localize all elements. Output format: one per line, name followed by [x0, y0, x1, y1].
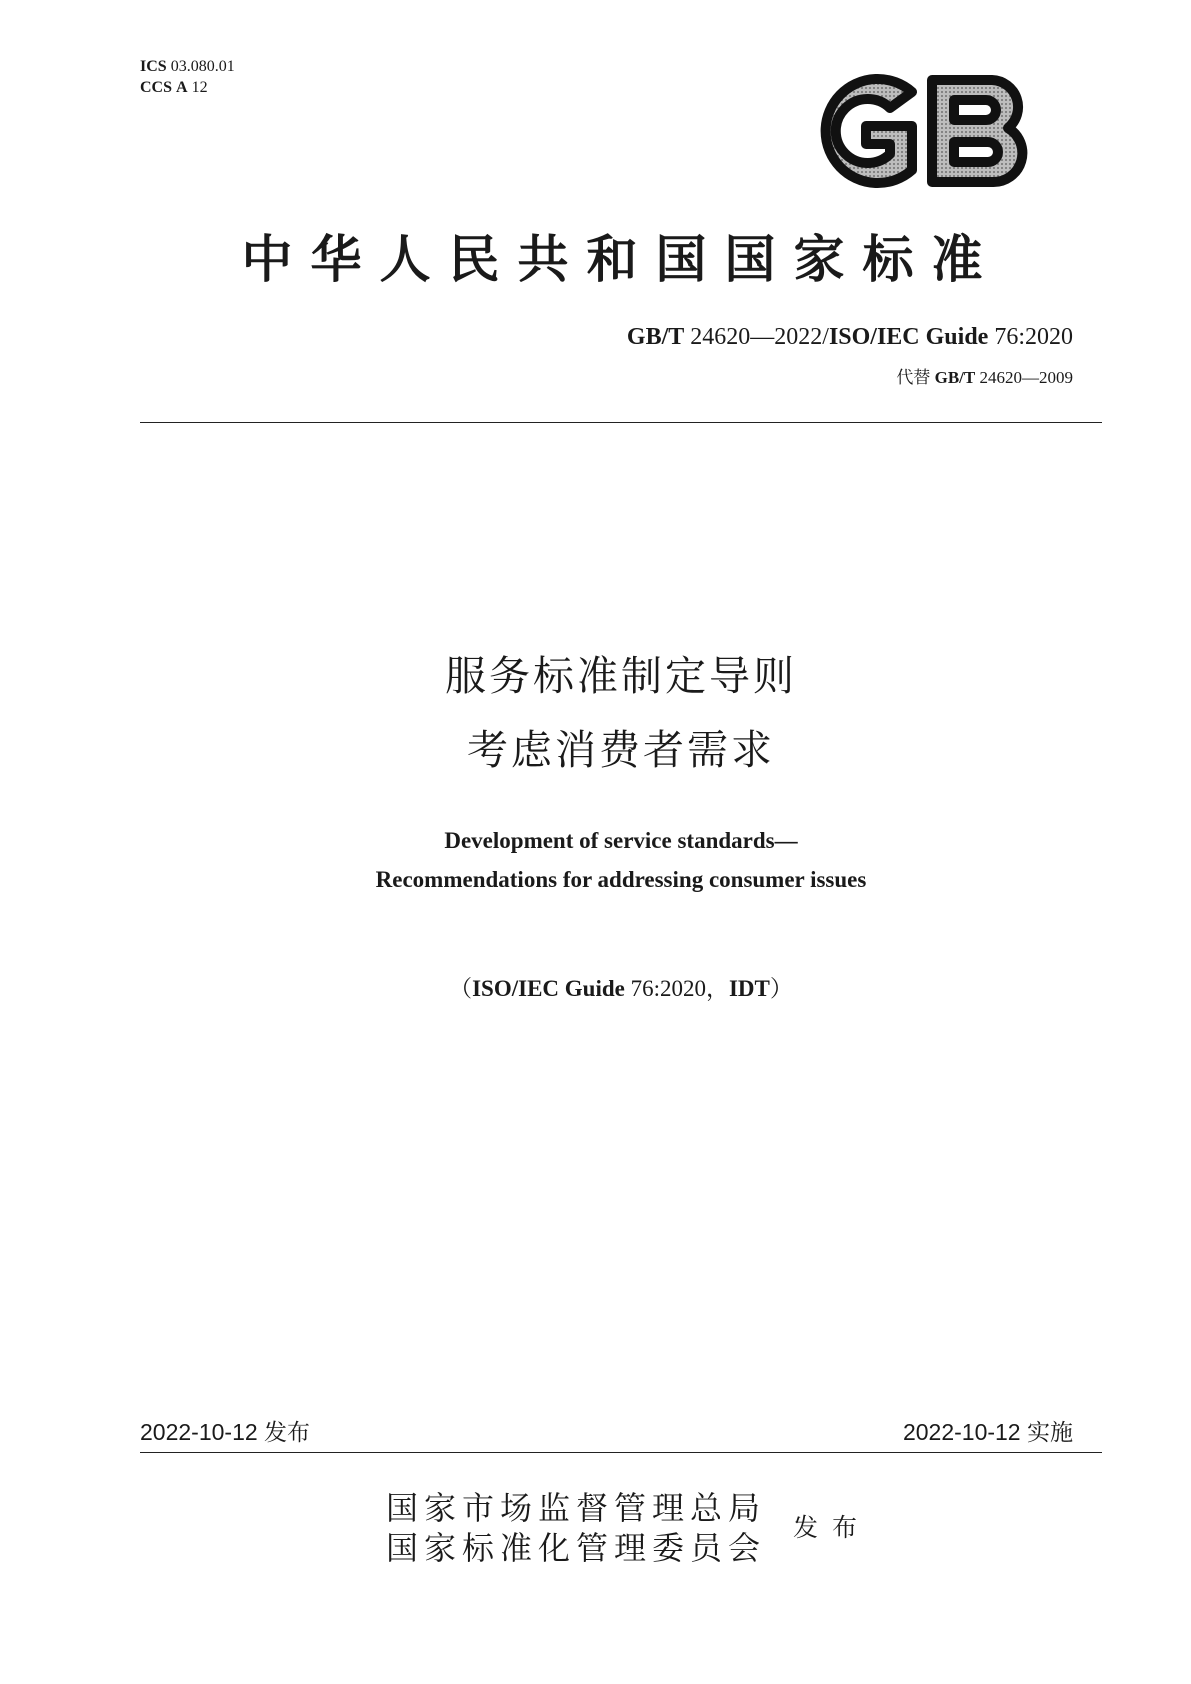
paren-close: ）: [769, 976, 793, 1001]
ccs-label: CCS: [140, 79, 173, 96]
english-title-line-1: Development of service standards—: [444, 828, 798, 853]
ics-code: [140, 56, 235, 77]
header-divider: [140, 422, 1102, 423]
implement-date: 2022-10-12 实施: [902, 1419, 1073, 1445]
national-standard-title: 中华人民共和国国家标准: [241, 230, 1001, 290]
standard-number-value: 24620—2022/: [684, 324, 829, 350]
issuer-sac: 国家标准化管理委员会: [386, 1529, 767, 1567]
issuer-samr: 国家市场监督管理总局: [386, 1489, 767, 1527]
iso-number: 76:2020: [988, 324, 1073, 350]
replaces-number: 24620—2009: [975, 368, 1073, 387]
ics-label: ICS: [140, 58, 167, 75]
adopted-number: 76:2020，: [624, 976, 729, 1001]
ccs-code: [140, 77, 235, 98]
english-title-line-2: Recommendations for addressing consumer issues: [375, 867, 867, 892]
equivalence-degree: IDT: [728, 976, 770, 1001]
ccs-value: 12: [191, 79, 208, 96]
footer-divider: [140, 1452, 1102, 1453]
issuing-bodies: [386, 1488, 766, 1568]
replaces-note: [896, 363, 1073, 388]
issue-label: 发布: [793, 1513, 872, 1542]
replaces-label: 代替: [896, 368, 935, 387]
chinese-title-line-1: 服务标准制定导则: [445, 652, 797, 700]
paren-open: （: [449, 976, 473, 1001]
ccs-letter: A: [176, 79, 188, 96]
classification-codes: [140, 56, 235, 98]
chinese-title-line-2: 考虑消费者需求: [467, 726, 775, 774]
publish-date: 2022-10-12 发布: [140, 1419, 311, 1445]
replaces-prefix: GB/T: [934, 368, 976, 387]
adopted-document: ISO/IEC Guide: [472, 976, 625, 1001]
gb-logo: [804, 70, 1038, 192]
standard-number: [627, 324, 1073, 351]
gb-prefix: GB/T: [626, 324, 685, 350]
iso-reference: ISO/IEC Guide: [828, 324, 989, 350]
adoption-statement: [140, 970, 1102, 1003]
ics-value: 03.080.01: [170, 58, 235, 75]
